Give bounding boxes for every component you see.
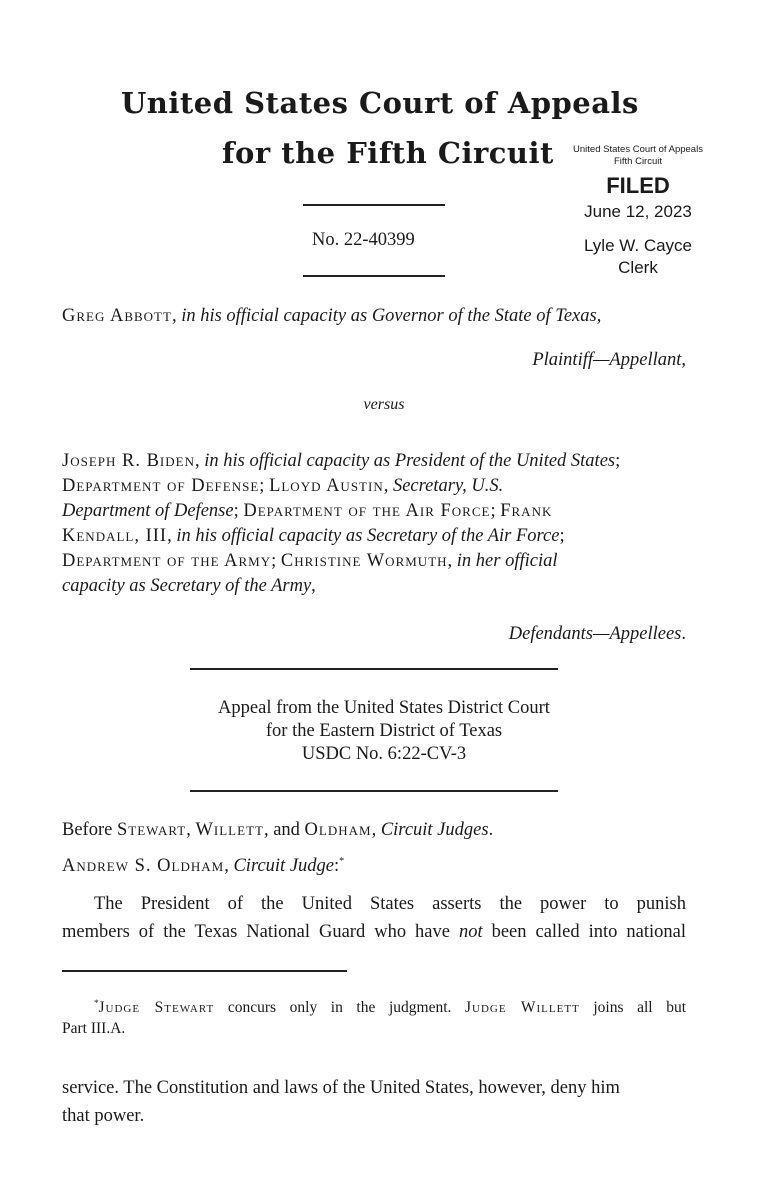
footnote-judge-stewart: Judge Stewart: [98, 999, 215, 1017]
plaintiff-capacity: in his official capacity as Governor of the State of Texas: [181, 306, 597, 326]
wormuth-capacity: in her official: [456, 551, 558, 571]
defendant-wormuth: Christine Wormuth: [280, 551, 448, 571]
versus: [0, 396, 768, 414]
appeal-line1: Appeal from the United States District Court: [218, 698, 550, 718]
kendall-capacity: in his official capacity as Secretary of the Air Force: [176, 526, 560, 546]
footnote-judge-willett: Judge Willett: [464, 999, 580, 1017]
footnote-ref: *: [339, 856, 345, 867]
court-title-line2: for the Fifth Circuit: [222, 136, 554, 170]
defendant-role: Defendants—Appellees.: [508, 624, 686, 644]
case-number: No. 22-40399: [312, 230, 415, 250]
defendant-role-text: Defendants—Appellees: [508, 624, 682, 644]
emphasis-not: not: [458, 922, 483, 942]
defendant-dod: Department of Defense: [62, 476, 260, 496]
plaintiff-name: Greg Abbott: [62, 306, 172, 326]
appeal-line3: USDC No. 6:22-CV-3: [301, 744, 467, 764]
stamp-status: FILED: [606, 173, 670, 198]
biden-capacity: in his official capacity as President of the United States: [204, 451, 616, 471]
footnote-text: joins all but: [593, 999, 687, 1017]
stamp-clerk-title: Clerk: [618, 258, 658, 277]
opinion-line2: [62, 922, 686, 943]
plaintiff-role-text: Plaintiff—Appellant: [532, 350, 682, 370]
plaintiff-role: Plaintiff—Appellant,: [532, 350, 686, 370]
footnote-text-cont: Part III.A.: [62, 1020, 126, 1037]
stamp-date: June 12, 2023: [584, 202, 692, 221]
footnote-text: concurs only in the judgment.: [227, 999, 452, 1017]
before-label: Before: [62, 820, 113, 840]
opinion-line1: The President of the United States asserts the power to punish: [94, 894, 686, 914]
judges-title: Circuit Judges: [380, 820, 489, 840]
defendant-kendall-cont: Kendall, III: [62, 526, 168, 546]
defendant-air-force: Department of the Air Force: [243, 501, 491, 521]
stamp-clerk-name: Lyle W. Cayce: [583, 236, 693, 255]
divider: [303, 275, 445, 277]
footnote-divider: [62, 970, 347, 972]
author-title: Circuit Judge: [233, 856, 334, 877]
divider: [190, 668, 558, 670]
opinion-text: been called into national: [491, 922, 686, 942]
stamp-court: United States Court of Appeals: [573, 144, 703, 155]
stamp-circuit: Fifth Circuit: [613, 156, 663, 167]
footnote-mark: *: [94, 998, 99, 1008]
judge-willett: Willett: [195, 820, 264, 840]
defendant-kendall: Frank: [500, 501, 553, 521]
divider: [303, 204, 445, 206]
divider: [190, 790, 558, 792]
appeal-line2: for the Eastern District of Texas: [265, 721, 503, 741]
opinion-line3: service. The Constitution and laws of the United States, however, deny him: [62, 1078, 620, 1098]
author-name: Andrew S. Oldham: [62, 856, 225, 877]
panel-line: Before Stewart, Willett, and Oldham, Circuit Judges.: [62, 820, 494, 840]
and-label: and: [273, 820, 300, 840]
defendant-biden: Joseph R. Biden: [62, 451, 195, 471]
austin-capacity-cont: Department of Defense: [62, 501, 234, 521]
plaintiff-line: Greg Abbott, in his official capacity as Governor of the State of Texas,: [62, 306, 602, 326]
court-title-line1: United States Court of Appeals: [121, 86, 639, 120]
opinion-line4: that power.: [62, 1106, 145, 1126]
defendant-army: Department of the Army: [62, 551, 272, 571]
judge-oldham: Oldham: [304, 820, 372, 840]
versus-text: versus: [363, 396, 405, 413]
defendant-austin: Lloyd Austin: [269, 476, 384, 496]
author-line: Andrew S. Oldham, Circuit Judge:*: [62, 856, 345, 877]
opinion-text: members of the Texas National Guard who have: [62, 922, 450, 942]
judge-stewart: Stewart: [116, 820, 187, 840]
austin-capacity: Secretary, U.S.: [392, 476, 504, 496]
wormuth-capacity-cont: capacity as Secretary of the Army: [62, 576, 312, 596]
